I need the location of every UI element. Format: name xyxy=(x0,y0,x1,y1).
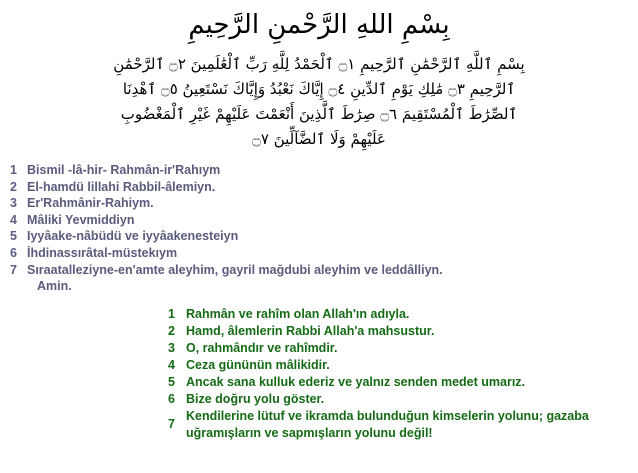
transliteration-text: Er'Rahmânir-Rahiym. xyxy=(27,196,154,211)
turkish-text: Bize doğru yolu göster. xyxy=(186,391,325,406)
turkish-text: Ancak sana kulluk ederiz ve yalnız senden medet umarız. xyxy=(186,374,526,389)
transliteration-text: Bismil -lâ-hir- Rahmân-ir'Rahıym xyxy=(27,163,221,177)
turkish-number: 7 xyxy=(168,417,175,432)
turkish-text: Hamd, âlemlerin Rabbi Allah'a mahsustur. xyxy=(186,323,435,338)
basmala-heading: بِسْمِ اللهِ الرَّحْمنِ الرَّحِيمِ xyxy=(188,10,450,40)
turkish-row xyxy=(168,391,638,408)
turkish-row xyxy=(168,408,638,442)
transliteration-section xyxy=(0,162,638,295)
turkish-number: 4 xyxy=(168,357,175,372)
transliteration-row xyxy=(10,262,638,279)
turkish-row xyxy=(168,357,638,374)
transliteration-text: Iyyâake-nâbüdü ve iyyâakenesteiyn xyxy=(27,229,239,244)
turkish-row xyxy=(168,340,638,357)
transliteration-text: Sıraatalleziyne-en'amte aleyhim, gayril mağdubi aleyhim ve leddâlliyn. xyxy=(27,262,443,277)
transliteration-number: 4 xyxy=(10,212,17,227)
turkish-row xyxy=(168,323,638,340)
turkish-text: Ceza gününün mâlikidir. xyxy=(186,357,330,372)
turkish-text: Rahmân ve rahîm olan Allah'ın adıyla. xyxy=(186,306,410,321)
turkish-number: 2 xyxy=(168,323,175,338)
transliteration-text: İhdinassırâtal-müstekıym xyxy=(27,245,178,260)
transliteration-row xyxy=(10,162,638,179)
transliteration-row xyxy=(10,245,638,262)
turkish-translation-section xyxy=(0,306,638,442)
turkish-text: Kendilerine lütuf ve ikramda bulunduğun kimselerin yolunu; gazaba uğramışların ve sapmışların yolunu değil! xyxy=(186,408,589,440)
turkish-row xyxy=(168,374,638,391)
turkish-text: O, rahmândır ve rahîmdir. xyxy=(186,340,338,355)
turkish-number: 5 xyxy=(168,374,175,389)
arabic-line: ٱلرَّحِيمِ ۝٣ مَٰلِكِ يَوْمِ ٱلدِّينِ ۝٤ إِيَّاكَ نَعْبُدُ وَإِيَّاكَ نَسْتَعِينُ ۝٥ ٱهْدِنَا xyxy=(122,80,516,98)
transliteration-row xyxy=(10,179,638,196)
arabic-verses xyxy=(104,52,534,152)
turkish-number: 6 xyxy=(168,391,175,406)
transliteration-number: 2 xyxy=(10,179,17,194)
arabic-line: ٱلصِّرَٰطَ ٱلْمُسْتَقِيمَ ۝٦ صِرَٰطَ ٱلَّذِينَ أَنْعَمْتَ عَلَيْهِمْ غَيْرِ ٱلْمَغْضُوبِ xyxy=(120,105,518,123)
transliteration-number: 6 xyxy=(10,245,17,260)
arabic-line: عَلَيْهِمْ وَلَا ٱلضَّآلِّينَ ۝٧ xyxy=(252,130,386,148)
transliteration-row xyxy=(10,228,638,245)
transliteration-number: 5 xyxy=(10,229,17,244)
arabic-line: بِسْمِ ٱللَّهِ ٱلرَّحْمَٰنِ ٱلرَّحِيمِ ۝١ ٱلْحَمْدُ لِلَّهِ رَبِّ ٱلْعَٰلَمِينَ ۝٢ ٱلرَّحْمَٰنِ xyxy=(113,55,525,73)
transliteration-number: 7 xyxy=(10,262,17,277)
transliteration-text: El-hamdü lillahi Rabbil-âlemiyn. xyxy=(27,179,216,194)
turkish-row xyxy=(168,306,638,323)
turkish-number: 1 xyxy=(168,306,175,321)
transliteration-number: 1 xyxy=(10,163,17,177)
transliteration-number: 3 xyxy=(10,196,17,211)
arabic-section xyxy=(0,0,638,152)
transliteration-row xyxy=(10,195,638,212)
transliteration-text: Mâliki Yevmiddiyn xyxy=(27,212,135,227)
transliteration-row xyxy=(10,212,638,229)
transliteration-closing: Amin. xyxy=(37,279,72,294)
turkish-number: 3 xyxy=(168,340,175,355)
